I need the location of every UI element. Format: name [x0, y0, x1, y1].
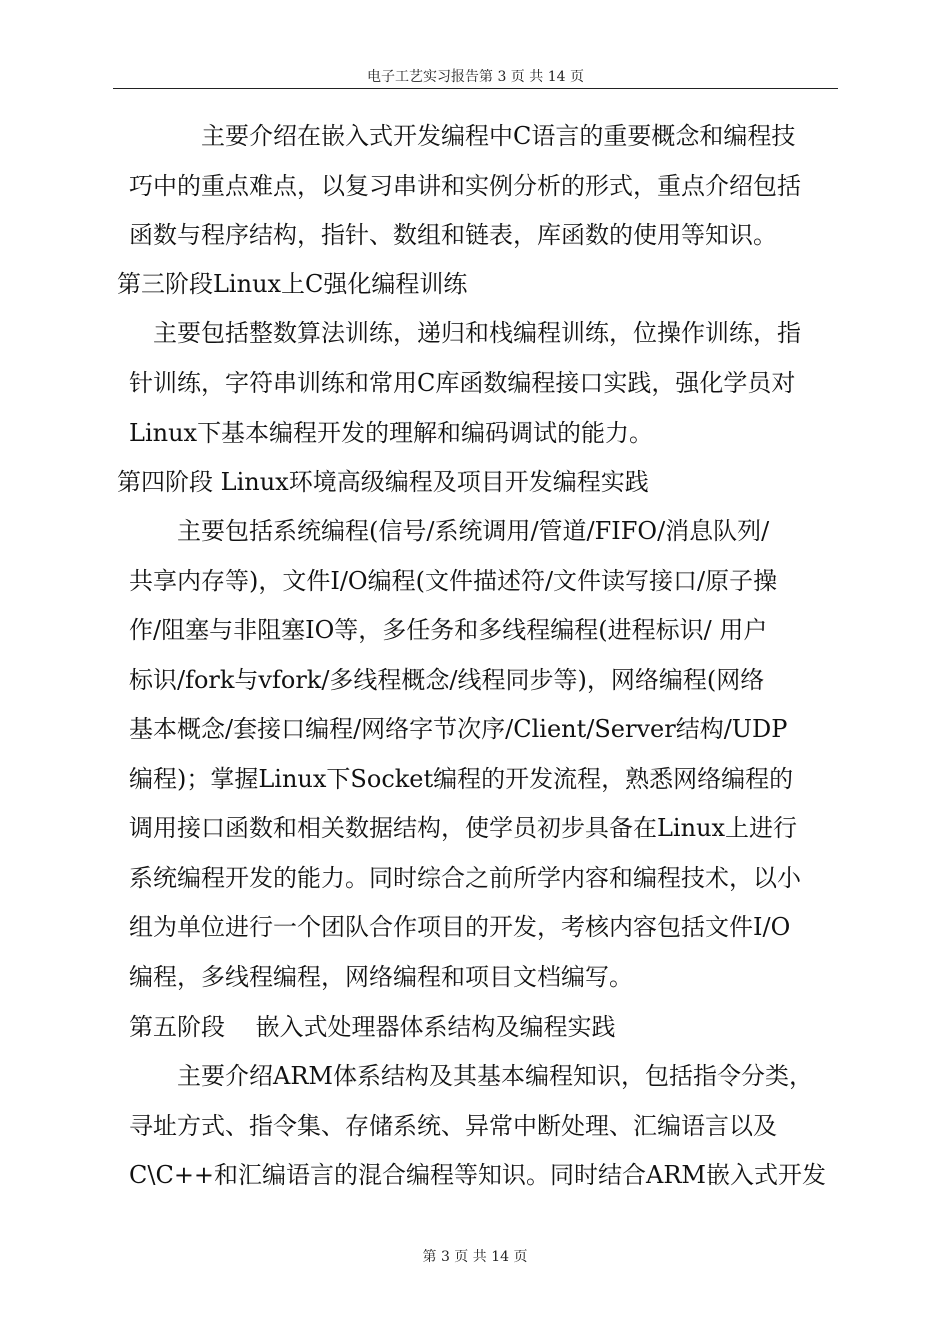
text-line: 标识/fork与vfork/多线程概念/线程同步等)，网络编程(网络	[129, 666, 765, 694]
text-line: 主要包括系统编程(信号/系统调用/管道/FIFO/消息队列/	[177, 517, 770, 545]
text-line: 调用接口函数和相关数据结构，使学员初步具备在Linux上进行	[129, 814, 798, 842]
header-rule	[113, 88, 838, 89]
section-heading: 第四阶段 Linux环境高级编程及项目开发编程实践	[117, 468, 649, 496]
text-line: 作/阻塞与非阻塞IO等，多任务和多线程编程(进程标识/ 用户	[129, 616, 768, 644]
text-line: 寻址方式、指令集、存储系统、异常中断处理、汇编语言以及	[129, 1112, 777, 1140]
text-line: 编程，多线程编程，网络编程和项目文档编写。	[129, 963, 633, 991]
text-line: 主要介绍ARM体系结构及其基本编程知识，包括指令分类，	[177, 1062, 813, 1090]
text-line: 编程)；掌握Linux下Socket编程的开发流程，熟悉网络编程的	[129, 765, 794, 793]
page-footer: 第 3 页 共 14 页	[422, 1249, 528, 1265]
text-line: 基本概念/套接口编程/网络字节次序/Client/Server结构/UDP	[129, 715, 788, 743]
text-line: 主要介绍在嵌入式开发编程中C语言的重要概念和编程技	[201, 122, 796, 150]
text-line: Linux下基本编程开发的理解和编码调试的能力。	[129, 419, 654, 447]
section-heading: 第五阶段 嵌入式处理器体系结构及编程实践	[129, 1013, 616, 1041]
section-heading: 第三阶段Linux上C强化编程训练	[117, 270, 468, 298]
text-line: 函数与程序结构，指针、数组和链表，库函数的使用等知识。	[129, 221, 777, 249]
page-header: 电子工艺实习报告第 3 页 共 14 页	[367, 69, 584, 85]
text-line: 针训练，字符串训练和常用C库函数编程接口实践，强化学员对	[129, 369, 796, 397]
text-line: 系统编程开发的能力。同时综合之前所学内容和编程技术，以小	[129, 864, 801, 892]
text-line: 巧中的重点难点，以复习串讲和实例分析的形式，重点介绍包括	[129, 172, 801, 200]
text-line: C\C++和汇编语言的混合编程等知识。同时结合ARM嵌入式开发	[129, 1161, 827, 1189]
text-line: 组为单位进行一个团队合作项目的开发，考核内容包括文件I/O	[129, 913, 791, 941]
text-line: 主要包括整数算法训练，递归和栈编程训练，位操作训练，指	[153, 319, 801, 347]
text-line: 共享内存等)，文件I/O编程(文件描述符/文件读写接口/原子操	[129, 567, 778, 595]
